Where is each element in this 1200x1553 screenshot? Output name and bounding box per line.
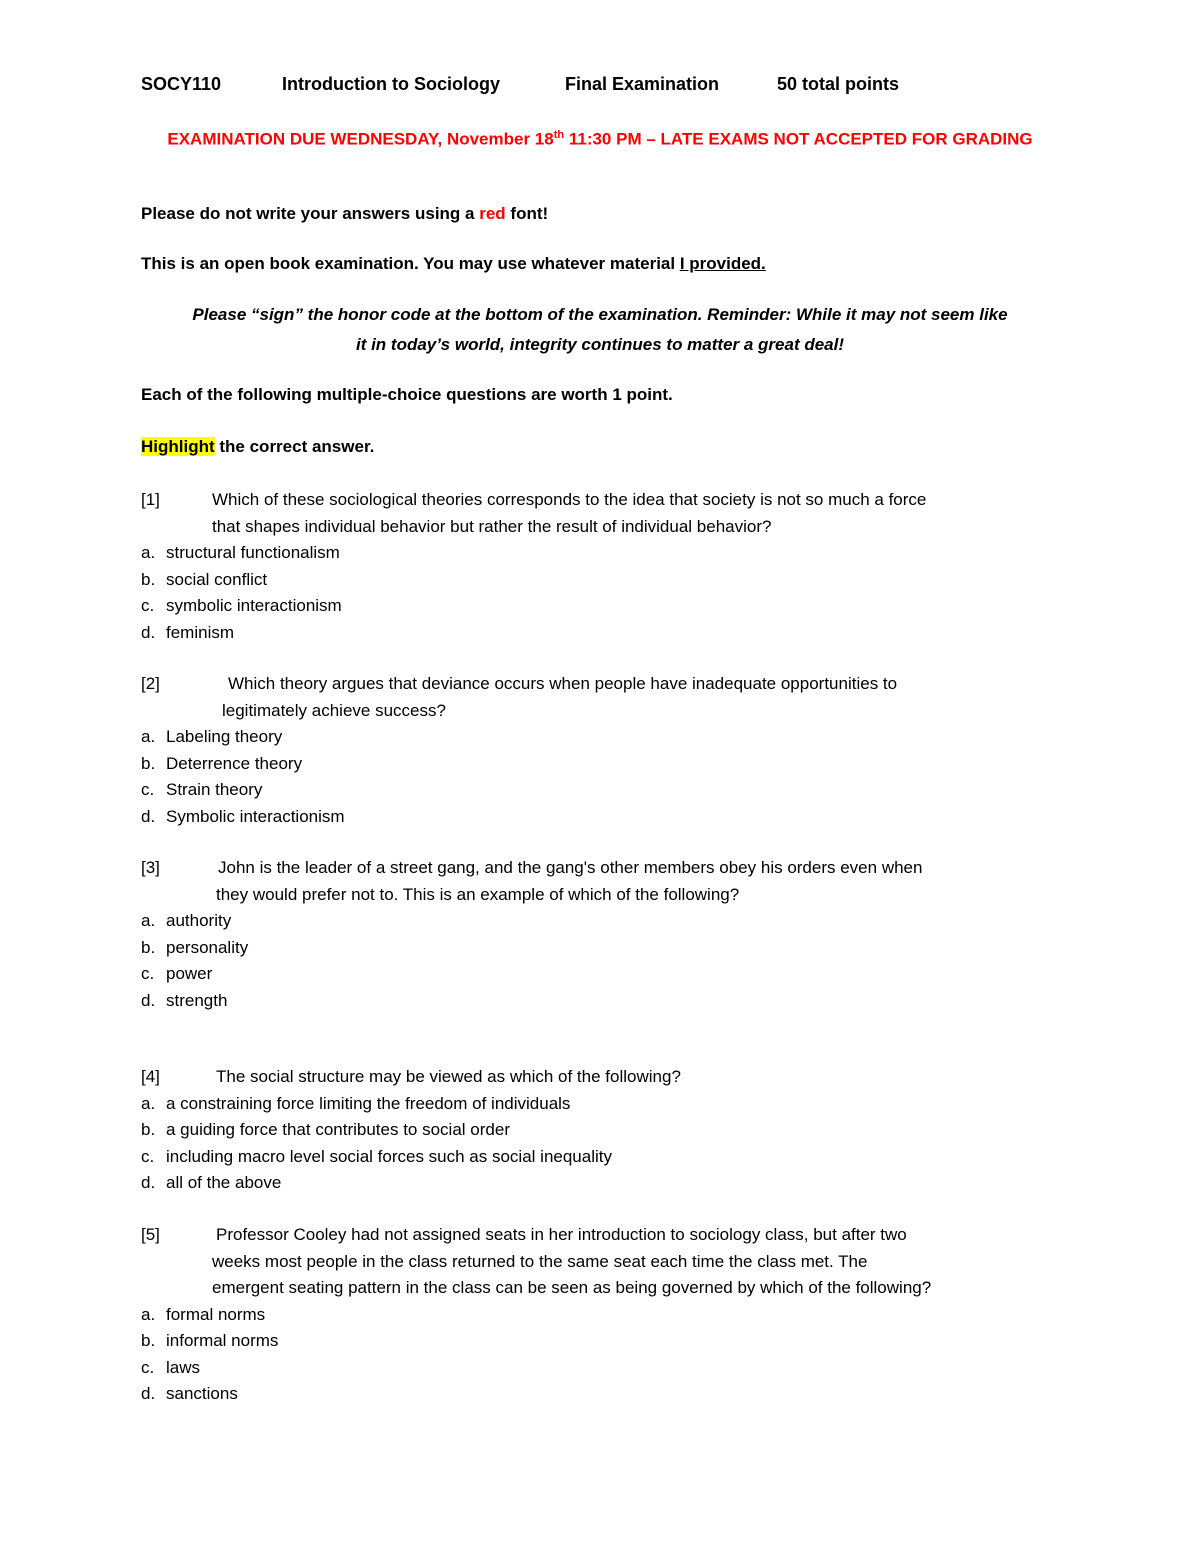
- total-points: 50 total points: [777, 74, 900, 94]
- option-text: informal norms: [166, 1331, 279, 1350]
- highlight-word: Highlight: [141, 437, 215, 456]
- answer-option[interactable]: [141, 961, 739, 988]
- answer-option[interactable]: [141, 724, 446, 751]
- open-book-text: This is an open book examination. You may use whatever material: [141, 254, 680, 273]
- option-letter: a.: [141, 543, 156, 562]
- option-letter: a.: [141, 1304, 156, 1324]
- question-text: John is the leader of a street gang, and the gang's other members obey his orders even when: [218, 858, 923, 877]
- answer-option[interactable]: [141, 1117, 612, 1144]
- option-letter: d.: [141, 622, 156, 642]
- question-number: [1]: [141, 490, 160, 509]
- answer-option[interactable]: [141, 1170, 612, 1197]
- question-number: [3]: [141, 858, 160, 877]
- question-1: [141, 487, 927, 646]
- option-letter: b.: [141, 1331, 156, 1350]
- question-text: The social structure may be viewed as which of the following?: [216, 1067, 681, 1086]
- answer-option[interactable]: [141, 540, 771, 567]
- font-instruction-red: red: [479, 204, 506, 223]
- honor-code-reminder: [120, 300, 1080, 360]
- option-text: authority: [166, 911, 232, 930]
- option-text: all of the above: [166, 1173, 282, 1192]
- option-letter: d.: [141, 806, 156, 826]
- question-2: [141, 671, 898, 830]
- course-title: Introduction to Sociology: [282, 74, 500, 94]
- course-code: SOCY110: [141, 74, 222, 94]
- option-letter: c.: [141, 964, 155, 983]
- due-notice-rest: 11:30 PM – LATE EXAMS NOT ACCEPTED FOR GRADING: [564, 129, 1033, 149]
- option-letter: a.: [141, 727, 156, 746]
- option-text: Deterrence theory: [166, 753, 303, 773]
- option-letter: c.: [141, 780, 155, 799]
- option-letter: c.: [141, 1357, 155, 1377]
- honor-line-1: Please “sign” the honor code at the bottom of the examination. Reminder: While it may not seem like: [192, 305, 1008, 324]
- option-letter: a.: [141, 1093, 156, 1113]
- option-text: power: [166, 964, 213, 983]
- question-text: Professor Cooley had not assigned seats in her introduction to sociology class, but after two: [216, 1225, 907, 1244]
- answer-option[interactable]: [141, 1302, 931, 1329]
- option-text: strength: [166, 990, 228, 1010]
- option-letter: a.: [141, 911, 156, 930]
- option-letter: d.: [141, 990, 156, 1010]
- option-text: Strain theory: [166, 780, 263, 799]
- answer-option[interactable]: [141, 1381, 931, 1408]
- open-book-note: [141, 254, 766, 274]
- option-text: structural functionalism: [166, 543, 340, 562]
- option-letter: d.: [141, 1173, 156, 1192]
- font-instruction-post: font!: [505, 204, 549, 223]
- option-text: a constraining force limiting the freedom of individuals: [166, 1093, 571, 1113]
- highlight-rest: the correct answer.: [214, 437, 375, 456]
- question-4: [141, 1064, 681, 1197]
- option-letter: c.: [141, 1146, 155, 1166]
- question-text-cont: weeks most people in the class returned to the same seat each time the class met. The: [212, 1251, 868, 1271]
- due-notice-sup: th: [553, 129, 565, 141]
- points-note: Each of the following multiple-choice questions are worth 1 point.: [141, 385, 673, 404]
- highlight-instruction: [141, 437, 374, 457]
- answer-option[interactable]: [141, 751, 446, 778]
- answer-option[interactable]: [141, 988, 739, 1015]
- exam-name: Final Examination: [565, 74, 720, 94]
- answer-option[interactable]: [141, 567, 771, 594]
- option-letter: b.: [141, 937, 156, 957]
- question-number: [2]: [141, 674, 160, 693]
- question-number: [5]: [141, 1225, 160, 1244]
- question-text-cont: they would prefer not to. This is an example of which of the following?: [216, 884, 740, 904]
- question-text-cont: emergent seating pattern in the class can be seen as being governed by which of the following?: [212, 1278, 932, 1297]
- due-notice-text: EXAMINATION DUE WEDNESDAY, November 18: [167, 129, 554, 149]
- option-text: a guiding force that contributes to social order: [166, 1120, 510, 1139]
- honor-line-2: it in today’s world, integrity continues to matter a great deal!: [355, 335, 845, 354]
- question-text: Which of these sociological theories corresponds to the idea that society is not so much a force: [212, 490, 927, 509]
- option-letter: d.: [141, 1384, 156, 1403]
- question-number: [4]: [141, 1067, 160, 1086]
- option-text: sanctions: [166, 1384, 238, 1403]
- question-text-cont: that shapes individual behavior but rather the result of individual behavior?: [212, 516, 772, 536]
- option-letter: b.: [141, 1120, 156, 1139]
- answer-option[interactable]: [141, 593, 771, 620]
- option-text: personality: [166, 937, 249, 957]
- answer-option[interactable]: [141, 935, 739, 962]
- option-text: feminism: [166, 622, 235, 642]
- open-book-underlined: I provided.: [679, 254, 766, 273]
- option-text: formal norms: [166, 1304, 266, 1324]
- option-letter: b.: [141, 569, 156, 589]
- answer-option[interactable]: [141, 1144, 612, 1171]
- option-text: Symbolic interactionism: [166, 806, 345, 826]
- answer-option[interactable]: [141, 804, 446, 831]
- option-letter: c.: [141, 596, 155, 615]
- option-text: laws: [166, 1357, 201, 1377]
- question-3: [141, 855, 923, 1014]
- answer-option[interactable]: [141, 1091, 612, 1118]
- answer-option[interactable]: [141, 908, 739, 935]
- font-instruction-pre: Please do not write your answers using a: [141, 204, 480, 223]
- font-instruction: [141, 204, 548, 224]
- option-text: Labeling theory: [166, 727, 283, 746]
- question-text: Which theory argues that deviance occurs when people have inadequate opportunities to: [228, 674, 898, 693]
- answer-option[interactable]: [141, 620, 771, 647]
- option-text: symbolic interactionism: [166, 596, 342, 615]
- question-text-cont: legitimately achieve success?: [222, 700, 446, 720]
- due-notice: [120, 120, 1080, 155]
- answer-option[interactable]: [141, 777, 446, 804]
- option-text: including macro level social forces such as social inequality: [166, 1146, 612, 1166]
- question-5: [141, 1222, 931, 1408]
- option-letter: b.: [141, 753, 156, 773]
- answer-option[interactable]: [141, 1328, 931, 1355]
- answer-option[interactable]: [141, 1355, 931, 1382]
- option-text: social conflict: [166, 569, 268, 589]
